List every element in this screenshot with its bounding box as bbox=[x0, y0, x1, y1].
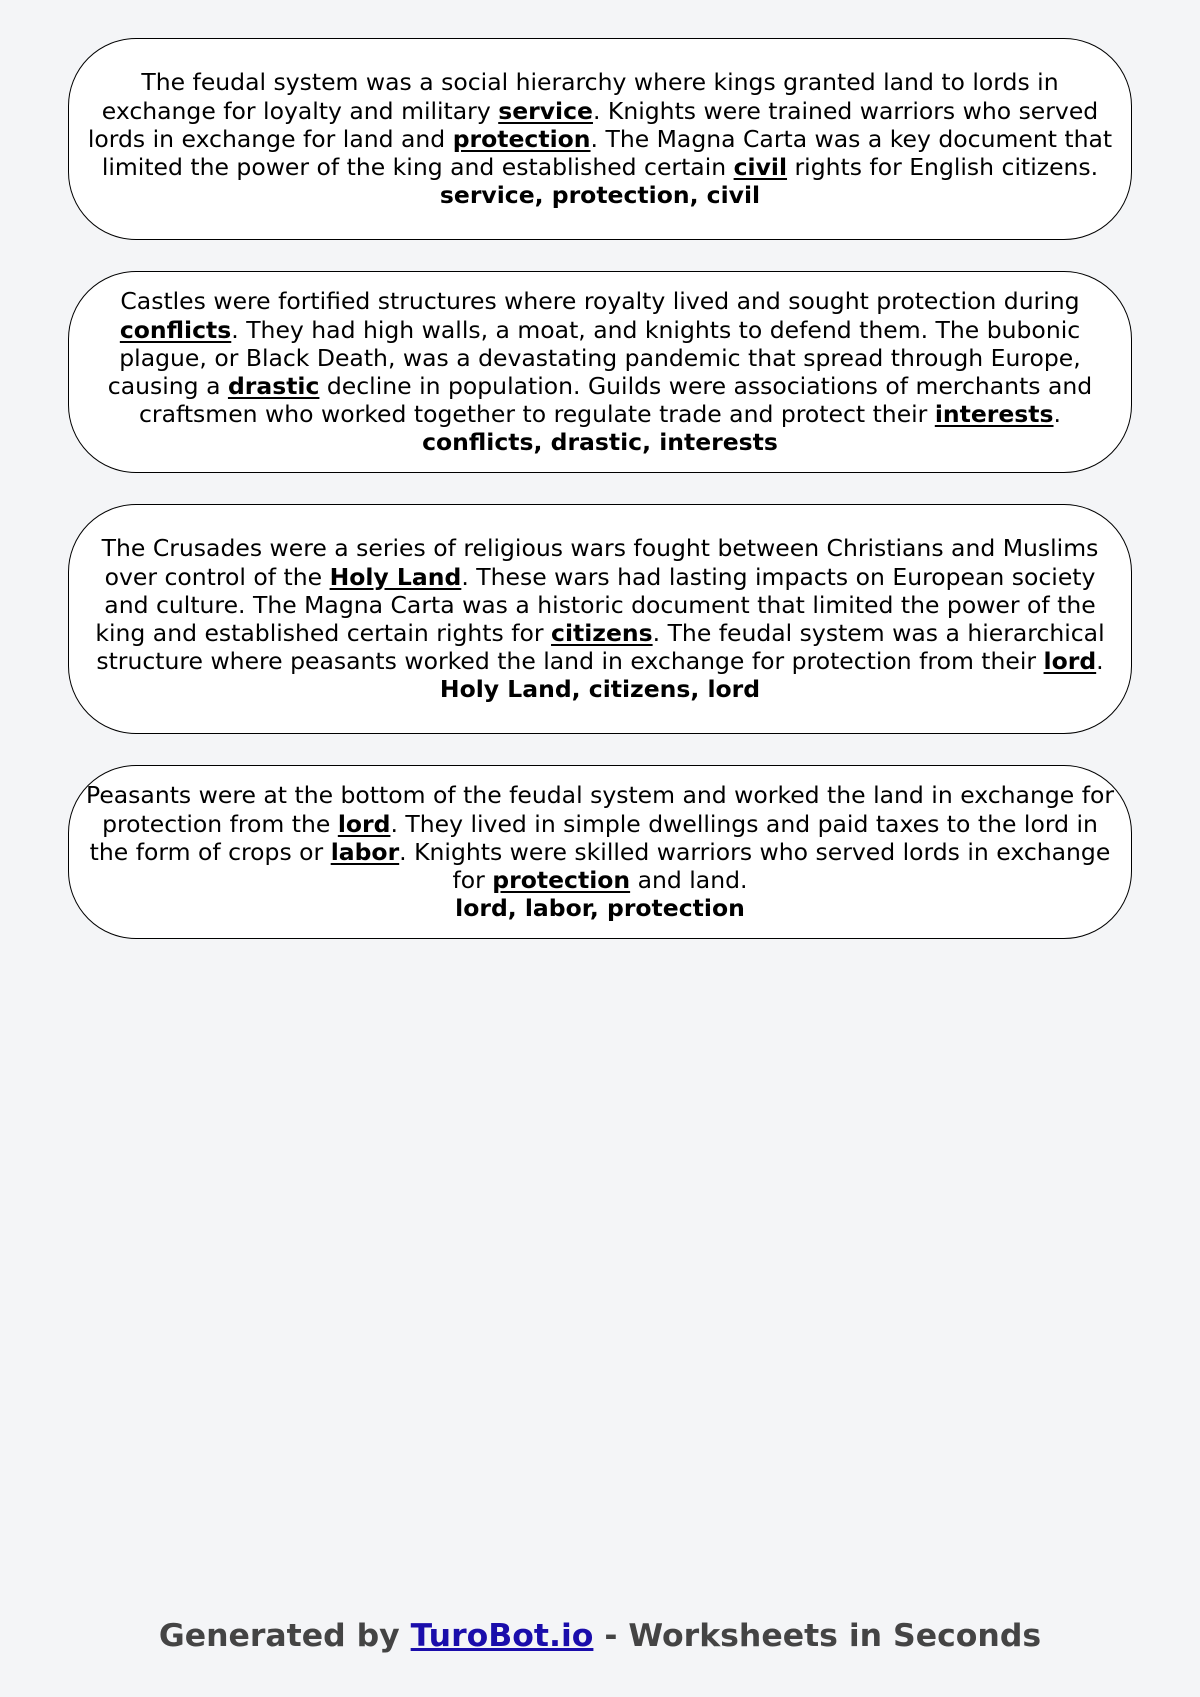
passage-segment: . They lived in simple dwellings and paid taxes to the lord in the form of crops or bbox=[89, 809, 1098, 866]
worksheet-cards bbox=[68, 38, 1132, 970]
answer-word: lord bbox=[1043, 647, 1097, 676]
passage-segment: . bbox=[1096, 647, 1104, 676]
answer-word: citizens bbox=[551, 619, 653, 647]
answer-word: civil bbox=[733, 153, 788, 182]
answer-key: lord, labor, protection bbox=[455, 894, 745, 923]
answer-key: service, protection, civil bbox=[439, 181, 761, 210]
answer-word: protection bbox=[492, 866, 631, 895]
passage-segment: . The Magna Carta was a key document that limited the power of the king and established certain bbox=[101, 124, 1113, 182]
answer-word: labor bbox=[330, 837, 400, 866]
passage-segment: . The feudal system was a hierarchical structure where peasants worked the land in exchange for protection from their bbox=[96, 619, 1105, 676]
passage-segment: and land. bbox=[630, 866, 748, 895]
passage-segment: . Knights were skilled warriors who served lords in exchange for bbox=[399, 837, 1111, 895]
passage-segment: decline in population. Guilds were associations of merchants and craftsmen who worked together to regulate trade and protect their bbox=[139, 372, 1093, 429]
passage-segment: . bbox=[1053, 400, 1061, 429]
passage-text bbox=[85, 534, 1115, 675]
turobot-link[interactable]: TuroBot.io bbox=[410, 1618, 594, 1654]
answer-key: Holy Land, citizens, lord bbox=[439, 675, 761, 704]
passage-text bbox=[85, 68, 1115, 181]
passage-segment: Castles were fortified structures where royalty lived and sought protection during bbox=[120, 287, 1080, 316]
answer-word: conflicts bbox=[119, 315, 232, 344]
answer-word: service bbox=[498, 96, 593, 125]
passage-card-4 bbox=[68, 765, 1132, 939]
passage-text bbox=[85, 287, 1115, 428]
answer-word: drastic bbox=[227, 372, 320, 400]
passage-card-1 bbox=[68, 38, 1132, 240]
footer-suffix: - Worksheets in Seconds bbox=[593, 1618, 1042, 1654]
passage-segment: . These wars had lasting impacts on European society and culture. The Magna Carta was a historic document that limited the power of the king and established certain rights for bbox=[95, 562, 1096, 647]
answer-key: conflicts, drastic, interests bbox=[422, 428, 778, 457]
answer-word: lord bbox=[337, 809, 391, 838]
footer-credit bbox=[0, 1618, 1200, 1654]
passage-text bbox=[85, 781, 1115, 894]
passage-segment: rights for English citizens. bbox=[787, 153, 1099, 182]
passage-card-3 bbox=[68, 504, 1132, 734]
passage-segment: . Knights were trained warriors who served lords in exchange for land and bbox=[87, 96, 1099, 153]
answer-word: protection bbox=[452, 124, 591, 153]
answer-word: interests bbox=[934, 400, 1054, 429]
footer-prefix: Generated by bbox=[158, 1618, 411, 1654]
passage-segment: . They had high walls, a moat, and knights to defend them. The bubonic plague, or Black Death, was a devastating pandemic that spread through Europe, causing a bbox=[107, 315, 1081, 400]
answer-word: Holy Land bbox=[329, 562, 462, 591]
passage-segment: Peasants were at the bottom of the feudal system and worked the land in exchange for protection from the bbox=[85, 781, 1115, 838]
passage-segment: The Crusades were a series of religious wars fought between Christians and Muslims over control of the bbox=[101, 534, 1099, 591]
passage-card-2 bbox=[68, 271, 1132, 473]
passage-segment: The feudal system was a social hierarchy where kings granted land to lords in exchange for loyalty and military bbox=[101, 68, 1059, 125]
